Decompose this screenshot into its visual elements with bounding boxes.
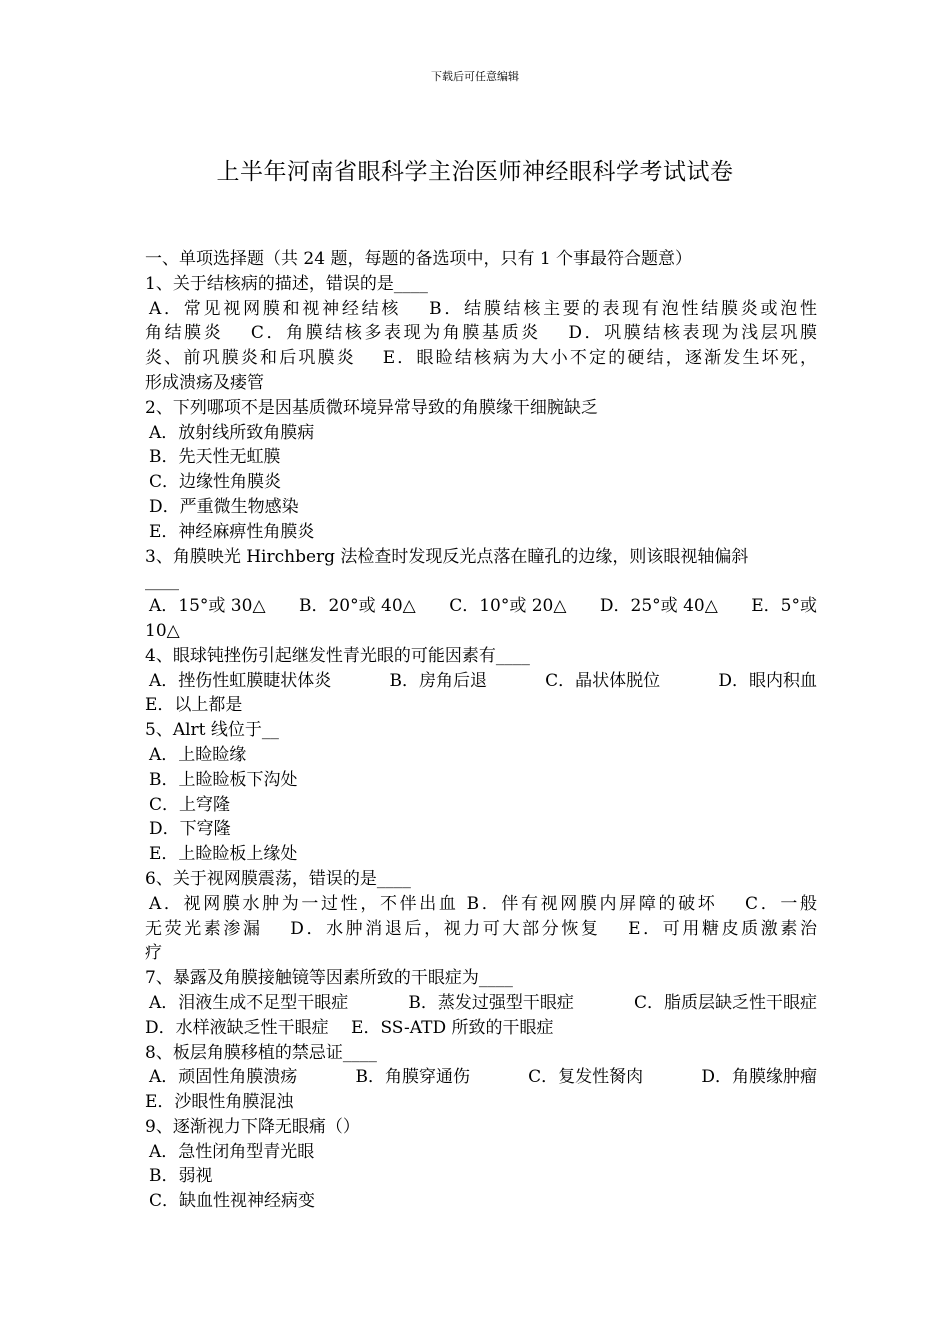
answer-option: A．放射线所致角膜病 bbox=[149, 422, 315, 443]
answer-option: E．神经麻痹性角膜炎 bbox=[149, 521, 315, 542]
answer-option: B．蒸发过强型干眼症 bbox=[408, 992, 574, 1013]
answer-option: B．先天性无虹膜 bbox=[149, 447, 281, 468]
answer-option: E．上睑睑板上缘处 bbox=[149, 844, 298, 865]
question-text-line: A．常见视网膜和视神经结核 B．结膜结核主要的表现有泡性结膜炎或泡性 bbox=[149, 298, 817, 319]
answer-option-row bbox=[145, 991, 817, 1016]
answer-option: D．严重微生物感染 bbox=[149, 496, 299, 517]
answer-option: D．下穹隆 bbox=[149, 819, 231, 840]
answer-option: D．眼内积血 bbox=[718, 670, 817, 691]
answer-option: E．5°或 bbox=[751, 596, 817, 617]
answer-option: C．晶状体脱位 bbox=[545, 670, 661, 691]
answer-option: A．顽固性角膜溃疡 bbox=[149, 1067, 298, 1088]
answer-option-row bbox=[145, 669, 817, 694]
question-text-line: 炎、前巩膜炎和后巩膜炎 E．眼睑结核病为大小不定的硬结，逐渐发生坏死， bbox=[145, 348, 817, 369]
question-stem: 2、下列哪项不是因基质微环境异常导致的角膜缘干细腕缺乏 bbox=[145, 397, 598, 418]
answer-option: A．泪液生成不足型干眼症 bbox=[149, 992, 349, 1013]
question-text-line: 无荧光素渗漏 D．水肿消退后，视力可大部分恢复 E．可用糖皮质激素治 bbox=[145, 918, 817, 939]
answer-option: C．复发性胬肉 bbox=[528, 1067, 644, 1088]
answer-option: D．角膜缘肿瘤 bbox=[701, 1067, 817, 1088]
question-list bbox=[145, 247, 817, 1214]
question-stem: 1、关于结核病的描述，错误的是____ bbox=[145, 273, 428, 294]
answer-option-row bbox=[145, 594, 817, 619]
answer-option: C．上穹隆 bbox=[149, 794, 231, 815]
answer-option: A．挫伤性虹膜睫状体炎 bbox=[149, 670, 332, 691]
answer-option: D．25°或 40△ bbox=[599, 596, 718, 617]
section-heading: 一、单项选择题（共 24 题，每题的备选项中，只有 1 个事最符合题意） bbox=[145, 249, 693, 269]
answer-option: A．15°或 30△ bbox=[149, 596, 266, 617]
question-stem: 6、关于视网膜震荡，错误的是____ bbox=[145, 868, 411, 889]
question-stem: 9、逐渐视力下降无眼痛（） bbox=[145, 1116, 360, 1137]
question-stem: 4、眼球钝挫伤引起继发性青光眼的可能因素有____ bbox=[145, 645, 530, 666]
answer-option: C．脂质层缺乏性干眼症 bbox=[633, 992, 817, 1013]
header-note: 下载后可任意编辑 bbox=[431, 70, 519, 83]
question-stem: ____ bbox=[145, 571, 179, 592]
question-text-line: 形成溃疡及瘘管 bbox=[145, 372, 264, 393]
question-stem: 3、角膜映光 Hirchberg 法检查时发现反光点落在瞳孔的边缘，则该眼视轴偏斜 bbox=[145, 546, 749, 567]
question-stem: 8、板层角膜移植的禁忌证____ bbox=[145, 1042, 377, 1063]
answer-option: D．水样液缺乏性干眼症 E．SS-ATD 所致的干眼症 bbox=[145, 1017, 554, 1038]
question-stem: 7、暴露及角膜接触镜等因素所致的干眼症为____ bbox=[145, 968, 513, 989]
answer-option: E．沙眼性角膜混浊 bbox=[145, 1092, 294, 1113]
question-text-line: 疗 bbox=[145, 943, 162, 964]
answer-option: 10△ bbox=[145, 620, 180, 641]
answer-option: A．上睑睑缘 bbox=[149, 744, 247, 765]
answer-option: C．缺血性视神经病变 bbox=[149, 1191, 316, 1212]
answer-option: B．上睑睑板下沟处 bbox=[149, 769, 298, 790]
answer-option: B．弱视 bbox=[149, 1166, 213, 1187]
answer-option: E．以上都是 bbox=[145, 695, 243, 716]
answer-option: C．10°或 20△ bbox=[449, 596, 567, 617]
document-title: 上半年河南省眼科学主治医师神经眼科学考试试卷 bbox=[216, 159, 734, 185]
answer-option-row bbox=[145, 1065, 817, 1090]
question-text-line: 角结膜炎 C．角膜结核多表现为角膜基质炎 D．巩膜结核表现为浅层巩膜 bbox=[145, 323, 817, 344]
answer-option: B．角膜穿通伤 bbox=[355, 1067, 470, 1088]
answer-option: C．边缘性角膜炎 bbox=[149, 472, 282, 493]
answer-option: A．急性闭角型青光眼 bbox=[149, 1141, 315, 1162]
question-stem: 5、Alrt 线位于__ bbox=[145, 720, 279, 741]
answer-option: B．房角后退 bbox=[389, 670, 487, 691]
answer-option: B．20°或 40△ bbox=[299, 596, 416, 617]
question-text-line: A．视网膜水肿为一过性，不伴出血 B．伴有视网膜内屏障的破坏 C．一般 bbox=[149, 893, 817, 914]
